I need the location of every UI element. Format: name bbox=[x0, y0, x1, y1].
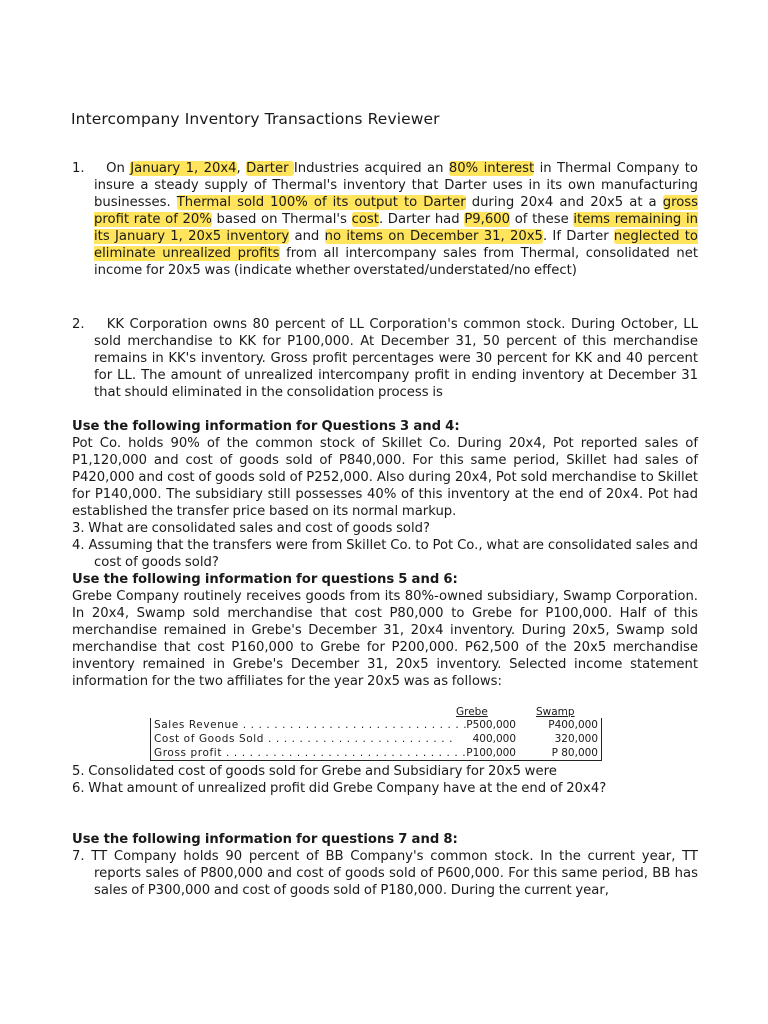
section-heading-5-6: Use the following information for questions 5 and 6: bbox=[72, 572, 458, 587]
column-header-grebe: Grebe bbox=[456, 706, 488, 718]
q1-text: , bbox=[236, 161, 247, 176]
q1-text: of these bbox=[510, 212, 574, 227]
table-row bbox=[154, 733, 600, 747]
row-label: Sales Revenue . . . . . . . . . . . . . . . . . . . . . . . . . . . . . bbox=[154, 719, 468, 731]
highlight-beginning-inventory: items remaining in its January 1, 20x5 inventory bbox=[94, 212, 698, 244]
highlight-cost: cost bbox=[351, 212, 379, 227]
highlight-darter: Darter bbox=[246, 161, 294, 176]
grebe-value: 400,000 bbox=[472, 733, 516, 745]
q1-text: Industries acquired an bbox=[293, 161, 449, 176]
question-5: 5. Consolidated cost of goods sold for Grebe and Subsidiary for 20x5 were bbox=[72, 764, 557, 779]
swamp-value: 320,000 bbox=[554, 733, 598, 745]
q1-text: in Thermal Company to insure a steady supply of Thermal's inventory that Darter uses in its own manufacturing businesses. bbox=[94, 161, 699, 210]
grebe-value: P500,000 bbox=[466, 719, 516, 731]
section-heading-7-8: Use the following information for questions 7 and 8: bbox=[72, 832, 458, 847]
table-row bbox=[154, 719, 600, 733]
document-title: Intercompany Inventory Transactions Reviewer bbox=[71, 110, 440, 128]
q1-text: . If Darter bbox=[542, 229, 614, 244]
column-header-swamp: Swamp bbox=[536, 706, 575, 718]
question-2 bbox=[72, 316, 698, 401]
q1-text: and bbox=[289, 229, 325, 244]
grebe-value: P100,000 bbox=[466, 747, 516, 759]
highlight-neglected: neglected to eliminate unrealized profits bbox=[94, 229, 698, 261]
q1-text: . Darter had bbox=[378, 212, 465, 227]
q1-text: based on Thermal's bbox=[211, 212, 352, 227]
row-label: Gross profit . . . . . . . . . . . . . . . . . . . . . . . . . . . . . . . bbox=[154, 747, 467, 759]
question-3: 3. What are consolidated sales and cost of goods sold? bbox=[72, 521, 431, 536]
table-row bbox=[154, 747, 600, 761]
highlight-gross-profit-rate: gross profit rate of 20% bbox=[94, 195, 699, 227]
highlight-date: January 1, 20x4 bbox=[130, 161, 237, 176]
q1-text: On bbox=[106, 161, 131, 176]
q1-text: from all intercompany sales from Thermal, consolidated net income for 20x5 was (indicate whether overstated/understated/no effect) bbox=[94, 246, 698, 278]
row-label: Cost of Goods Sold . . . . . . . . . . . . . . . . . . . . . . . . bbox=[154, 733, 454, 745]
question-7: 7. TT Company holds 90 percent of BB Company's common stock. In the current year, TT reports sales of P800,000 and cost of goods sold of P600,000. For this same period, BB has sales of P300,000 and cost of goods sold of P180,000. During the current year, bbox=[72, 849, 698, 898]
question-6: 6. What amount of unrealized profit did Grebe Company have at the end of 20x4? bbox=[72, 781, 607, 796]
swamp-value: P400,000 bbox=[548, 719, 598, 731]
question-1 bbox=[72, 160, 699, 279]
highlight-amount: P9,600 bbox=[464, 212, 511, 227]
question-2-text: KK Corporation owns 80 percent of LL Corporation's common stock. During October, LL sold merchandise to KK for P100,000. At December 31, 50 percent of this merchandise remains in KK's inventory. Gross profit percentages were 30 percent for KK and 40 percent for LL. The amount of unrealized intercompany profit in ending inventory at December 31 that should eliminated in the consolidation process is bbox=[94, 317, 698, 400]
question-4: 4. Assuming that the transfers were from Skillet Co. to Pot Co., what are consolidated sales and cost of goods sold? bbox=[72, 538, 698, 570]
q1-text: during 20x4 and 20x5 at a bbox=[465, 195, 663, 210]
highlight-ending-inventory: no items on December 31, 20x5 bbox=[324, 229, 543, 244]
section-body-5-6: Grebe Company routinely receives goods from its 80%-owned subsidiary, Swamp Corporation. In 20x4, Swamp sold merchandise that cost P80,000 to Grebe for P100,000. Half of this merchandise remained in Grebe's December 31, 20x4 inventory. During 20x5, Swamp sold merchandise that cost P160,000 to Grebe for P200,000. P62,500 of the 20x5 merchandise inventory remained in Grebe's December 31, 20x5 inventory. Selected income statement information for the two affiliates for the year 20x5 was as follows: bbox=[72, 589, 698, 689]
highlight-output: Thermal sold 100% of its output to Darter bbox=[176, 195, 466, 210]
question-1-number: 1. bbox=[72, 161, 85, 176]
question-2-number: 2. bbox=[72, 317, 85, 332]
swamp-value: P 80,000 bbox=[551, 747, 598, 759]
section-heading-3-4: Use the following information for Questions 3 and 4: bbox=[72, 419, 460, 434]
section-body-3-4: Pot Co. holds 90% of the common stock of Skillet Co. During 20x4, Pot reported sales of P1,120,000 and cost of goods sold of P840,000. For this same period, Skillet had sales of P420,000 and cost of goods sold of P252,000. Also during 20x4, Pot sold merchandise to Skillet for P140,000. The subsidiary still possesses 40% of this inventory at the end of 20x4. Pot had established the transfer price based on its normal markup. bbox=[72, 436, 698, 519]
highlight-interest: 80% interest bbox=[448, 161, 535, 176]
income-statement-table bbox=[150, 706, 602, 762]
